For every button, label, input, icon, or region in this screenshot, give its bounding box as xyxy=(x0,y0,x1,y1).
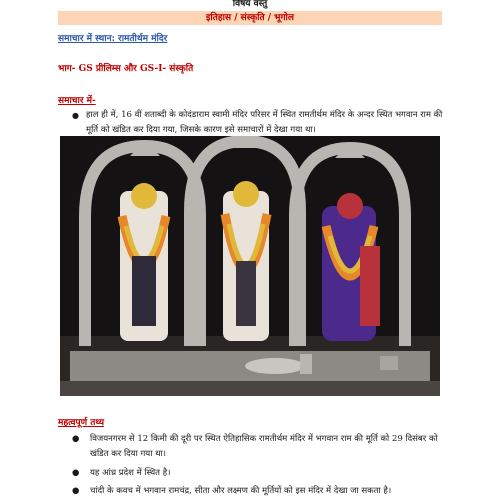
bullet-icon: ● xyxy=(72,468,80,478)
news-text: हाल ही में, 16 वीं शताब्दी के कोदंडाराम स्वामी मंदिर परिसर में स्थित रामतीर्थम मंदिर के अन्दर स्थित भगवान राम की मूर्ति को खंडित कर दिया गया, जिसके कारण इसे समाचारों में देखा गया था। xyxy=(86,110,443,135)
news-heading-link[interactable]: समाचार में स्थान: रामतीर्थम मंदिर xyxy=(58,34,168,44)
fact-text: विजयनगरम से 12 किमी की दूरी पर स्थित ऐतिहासिक रामतीर्थम मंदिर में भगवान राम की मूर्ति को 29 दिसंबर को खंडित कर दिया गया था। xyxy=(90,434,438,459)
fact-item xyxy=(72,484,448,499)
section-label: भाग- GS प्रीलिम्स और GS-I- संस्कृति xyxy=(58,64,194,74)
fact-item xyxy=(72,466,448,481)
document-title: विषय वस्तु xyxy=(232,0,268,9)
fact-text: यह आंध्र प्रदेश में स्थित है। xyxy=(90,468,171,478)
temple-idols-illustration xyxy=(60,136,440,396)
fact-item xyxy=(72,432,448,462)
bullet-icon: ● xyxy=(72,111,79,120)
news-paragraph xyxy=(72,108,448,138)
subject-band: इतिहास / संस्कृति / भूगोल xyxy=(58,11,442,25)
bullet-icon: ● xyxy=(72,486,80,496)
temple-photo xyxy=(60,136,440,396)
news-subheading: समाचार में- xyxy=(58,96,96,106)
important-facts-heading: महत्वपूर्ण तथ्य xyxy=(58,418,105,428)
fact-text: चांदी के कवच में भगवान रामचंद्र, सीता और लक्ष्मण की मूर्तियों को इस मंदिर में देखा जा सकता है। xyxy=(90,486,392,496)
bullet-icon: ● xyxy=(72,434,80,444)
